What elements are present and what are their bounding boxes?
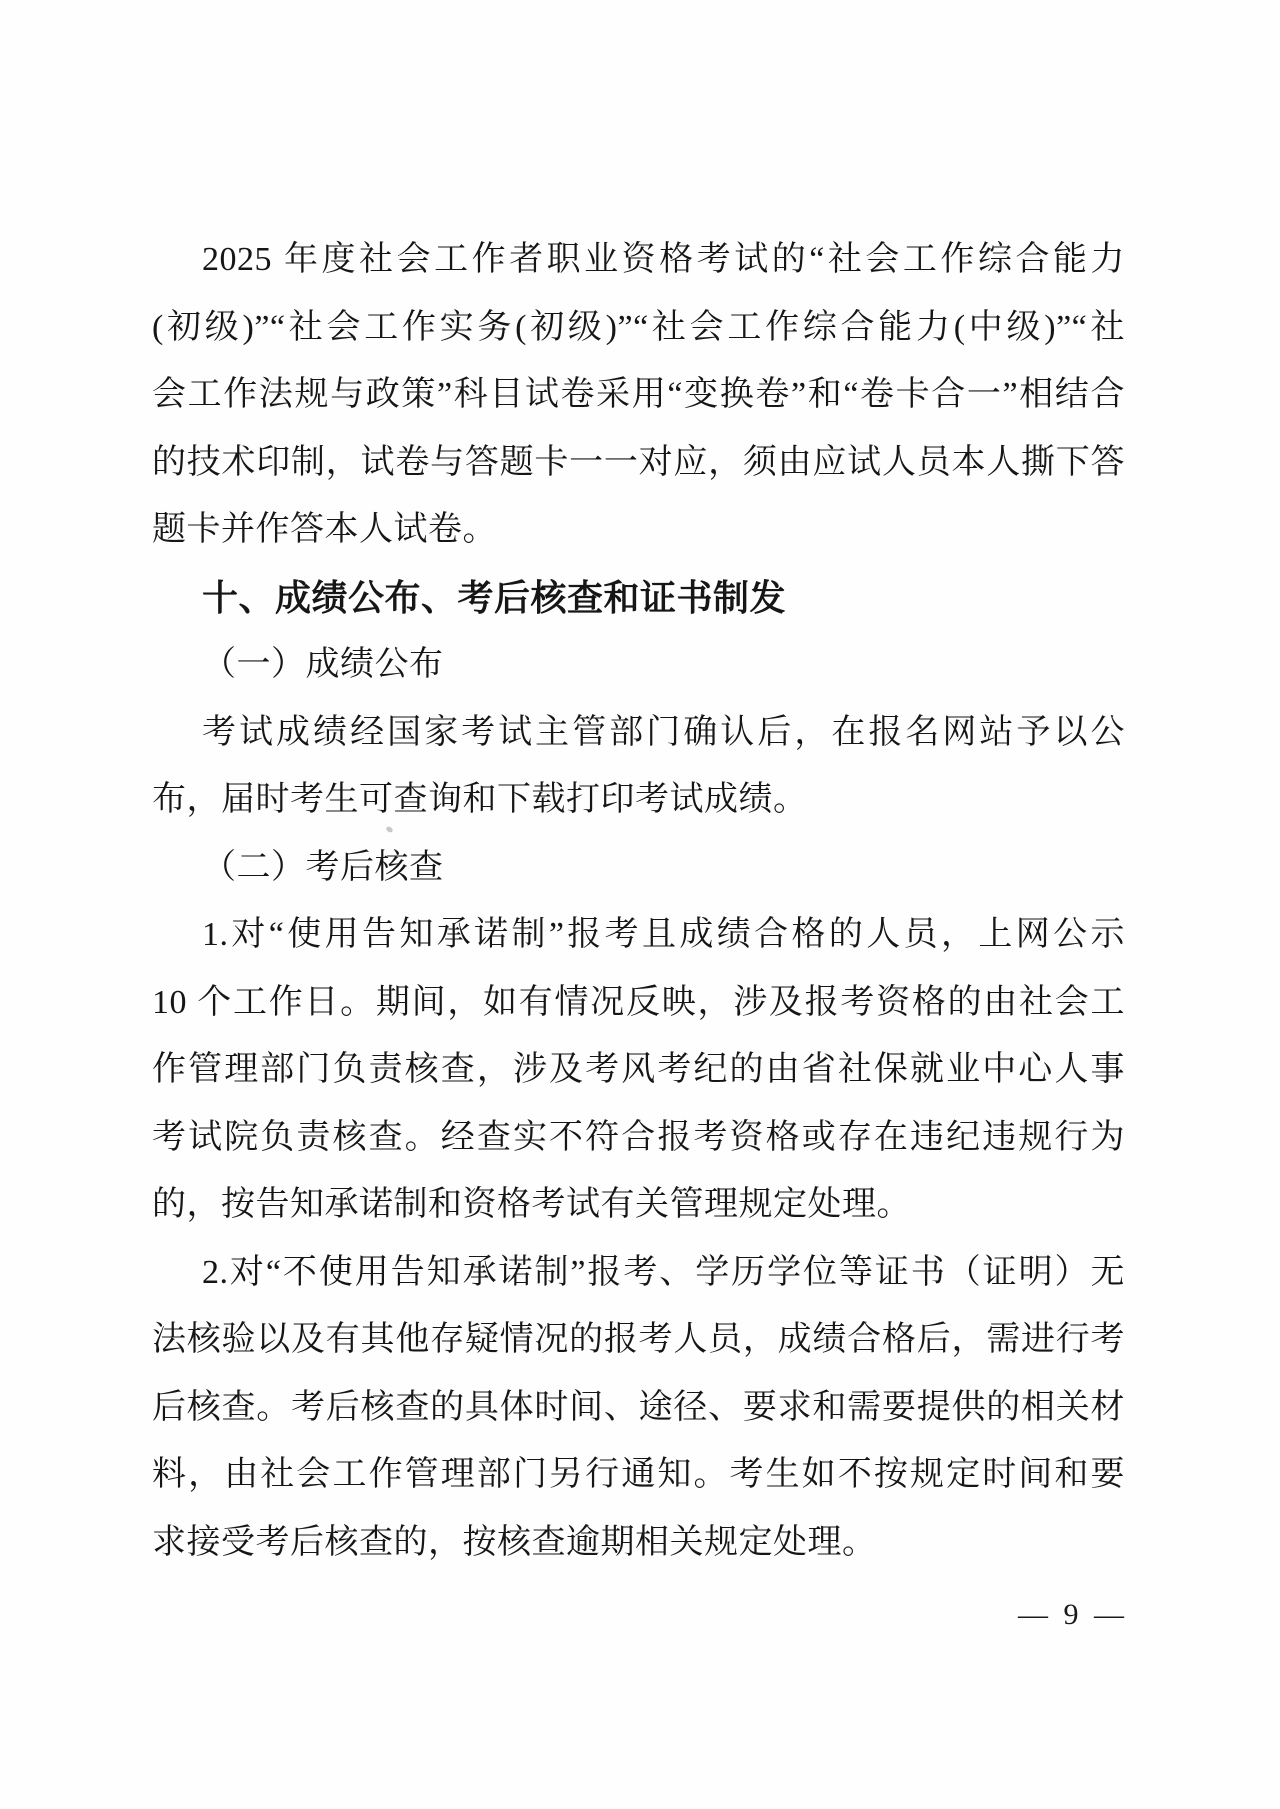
text-line: 题卡并作答本人试卷。 (152, 511, 497, 548)
text-line: 2.对“不使用告知承诺制”报考、学历学位等证书（证明）无 (202, 1253, 1125, 1291)
text-line: 10 个工作日。期间，如有情况反映，涉及报考资格的由社会工 (152, 983, 1125, 1021)
text-block (152, 226, 1125, 1576)
text-line: 的，按告知承诺制和资格考试有关管理规定处理。 (152, 1186, 911, 1223)
text-line: 2025 年度社会工作者职业资格考试的“社会工作综合能力 (202, 241, 1125, 278)
text-line: 考试成绩经国家考试主管部门确认后，在报名网站予以公 (202, 713, 1125, 751)
text-line: 后核查。考后核查的具体时间、途径、要求和需要提供的相关材 (152, 1388, 1125, 1426)
sub-heading: （二）考后核查 (202, 848, 444, 886)
section-heading: 十、成绩公布、考后核查和证书制发 (202, 576, 787, 618)
text-line: (初级)”“社会工作实务(初级)”“社会工作综合能力(中级)”“社 (152, 308, 1125, 346)
text-line: 求接受考后核查的，按核查逾期相关规定处理。 (152, 1523, 877, 1561)
page-number: — 9 — (1018, 1598, 1128, 1631)
text-line: 法核验以及有其他存疑情况的报考人员，成绩合格后，需进行考 (152, 1321, 1125, 1358)
text-line: 作管理部门负责核查，涉及考风考纪的由省社保就业中心人事 (152, 1051, 1125, 1088)
sub-heading: （一）成绩公布 (202, 646, 444, 683)
text-line: 考试院负责核查。经查实不符合报考资格或存在违纪违规行为 (152, 1118, 1125, 1156)
text-line: 会工作法规与政策”科目试卷采用“变换卷”和“卷卡合一”相结合 (152, 376, 1125, 413)
text-line: 的技术印制，试卷与答题卡一一对应，须由应试人员本人撕下答 (152, 443, 1125, 481)
text-line: 料，由社会工作管理部门另行通知。考生如不按规定时间和要 (152, 1456, 1125, 1493)
text-line: 布，届时考生可查询和下载打印考试成绩。 (152, 781, 808, 818)
text-line: 1.对“使用告知承诺制”报考且成绩合格的人员，上网公示 (202, 916, 1125, 953)
